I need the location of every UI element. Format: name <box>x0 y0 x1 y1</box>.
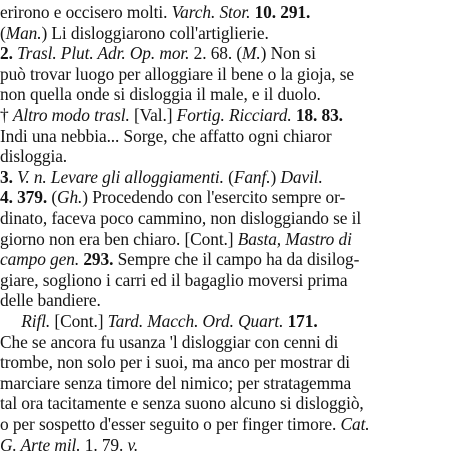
bold-text: 171. <box>283 311 318 331</box>
bold-text: 2. <box>0 43 18 64</box>
text-segment: ( <box>223 166 234 187</box>
text-segment: [Cont.] <box>50 311 108 331</box>
bold-text: 10. 291. <box>250 2 311 22</box>
text-segment: † <box>0 105 13 125</box>
text-segment: 2. 68. ( <box>189 43 243 64</box>
text-segment: non quella onde si disloggia il male, e il duolo. <box>0 84 321 105</box>
text-segment: Sempre che il campo ha da disilog- <box>113 249 360 270</box>
italic-text: Gh. <box>57 187 83 208</box>
text-segment: tal ora tacitamente e senza suono alcuno si disloggiò, <box>0 393 364 414</box>
italic-text: Cat. <box>340 414 370 434</box>
text-segment: Indi una nebbia... Sorge, che affatto ogni chiaror <box>0 125 332 146</box>
text-segment: delle bandiere. <box>0 290 101 311</box>
italic-text: V. n. Levare gli alloggiamenti. <box>17 166 224 187</box>
italic-text: Fanf. <box>233 166 271 187</box>
italic-text: Davil. <box>280 166 323 187</box>
text-segment: ) Li disloggiarono coll'artiglierie. <box>41 22 269 43</box>
text-segment: [Val.] <box>129 105 177 125</box>
text-segment: ) <box>270 166 281 187</box>
text-segment <box>0 311 21 331</box>
text-segment: può trovar luogo per alloggiare il bene o la gioja, se <box>0 63 355 84</box>
text-segment: giorno non era ben chiaro. [Cont.] <box>0 228 238 249</box>
bold-text: 4. 379. <box>0 187 48 208</box>
text-segment: o per sospetto d'esser seguito o per finger timore. <box>0 414 341 434</box>
italic-text: Varch. Stor. <box>171 2 251 22</box>
italic-text: Altro modo trasl. <box>12 105 130 125</box>
italic-text: Fortig. Ricciard. <box>176 105 292 125</box>
italic-text: v. <box>127 434 139 455</box>
text-segment: giare, sogliono i carri ed il bagaglio moversi prima <box>0 269 348 290</box>
italic-text: Rifl. <box>21 311 51 331</box>
italic-text: Trasl. Plut. Adr. Op. mor. <box>17 43 190 64</box>
italic-text: Tard. Macch. Ord. Quart. <box>107 311 284 331</box>
text-segment: dinato, faceva poco cammino, non disloggiando se il <box>0 208 362 228</box>
text-segment: ( <box>47 187 58 208</box>
text-segment: ) Non si <box>260 43 316 64</box>
text-segment: Che se ancora fu usanza 'l disloggiar con cenni di <box>0 331 339 352</box>
text-segment: erirono e occisero molti. <box>0 2 172 22</box>
text-segment: marciare senza timore del nimico; per stratagemma <box>0 372 352 393</box>
italic-text: G. Arte mil. <box>0 434 81 455</box>
text-segment: ( <box>0 22 6 43</box>
text-segment: disloggia. <box>0 146 68 167</box>
italic-text: campo gen. <box>0 249 80 270</box>
italic-text: M. <box>242 43 261 64</box>
text-segment: ) Procedendo con l'esercito sempre or- <box>82 187 346 208</box>
bold-text: 293. <box>79 249 114 270</box>
bold-text: 18. 83. <box>291 105 343 125</box>
text-segment: 1. 79. <box>80 434 128 455</box>
italic-text: Man. <box>5 22 42 43</box>
text-line <box>0 433 468 457</box>
italic-text: Basta, Mastro di <box>237 228 352 249</box>
bold-text: 3. <box>0 166 18 187</box>
text-segment: trombe, non solo per i suoi, ma anco per mostrar di <box>0 352 351 373</box>
